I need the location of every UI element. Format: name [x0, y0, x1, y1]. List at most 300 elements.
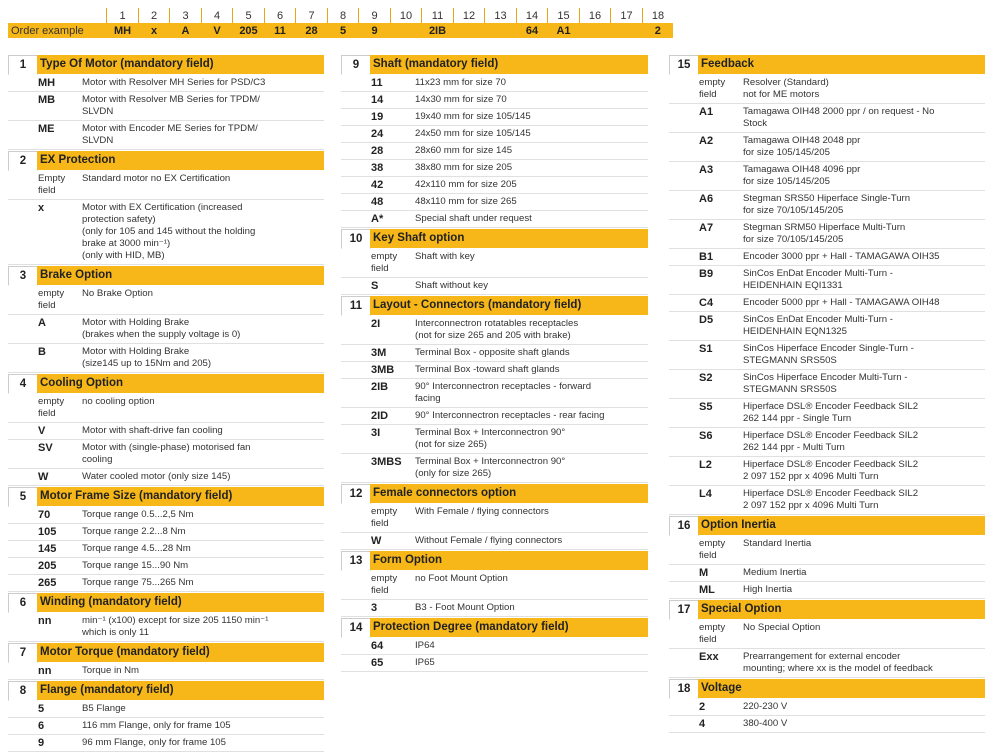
section-number: 6 — [8, 593, 38, 613]
option-description: IP65 — [415, 657, 435, 668]
field-number: 14 — [517, 8, 548, 23]
section-number: 9 — [341, 55, 371, 75]
option-section — [8, 643, 324, 680]
option-description: Motor with Resolver MH Series for PSD/C3 — [82, 77, 266, 88]
option-row — [341, 454, 648, 483]
section-title: Shaft (mandatory field) — [370, 55, 648, 74]
option-row — [669, 399, 985, 428]
section-title: EX Protection — [37, 151, 324, 170]
option-row — [669, 75, 985, 104]
order-example-label: Order example — [8, 23, 107, 38]
option-code: 3MB — [371, 364, 395, 376]
option-description: Standard Inertia — [743, 538, 812, 549]
section-header — [341, 296, 648, 315]
option-code: 6 — [38, 720, 45, 732]
order-example-value: 28 — [296, 23, 328, 38]
option-code: S6 — [699, 430, 713, 442]
section-header — [341, 551, 648, 570]
option-code: MH — [38, 77, 56, 89]
section-title: Layout - Connectors (mandatory field) — [370, 296, 648, 315]
option-code: empty field — [699, 538, 726, 561]
section-header — [669, 516, 985, 535]
option-code: M — [699, 567, 709, 579]
field-number: 11 — [422, 8, 454, 23]
option-code: 28 — [371, 145, 384, 157]
section-title: Type Of Motor (mandatory field) — [37, 55, 324, 74]
option-description: min⁻¹ (x100) except for size 205 1150 min⁻¹ which is only 11 — [82, 615, 269, 638]
option-row — [341, 211, 648, 228]
option-code: S2 — [699, 372, 713, 384]
option-row — [669, 312, 985, 341]
option-row — [341, 278, 648, 295]
option-row — [669, 565, 985, 582]
field-number: 2 — [139, 8, 170, 23]
option-description: Encoder 5000 ppr + Hall - TAMAGAWA OIH48 — [743, 297, 940, 308]
option-description: Motor with Holding Brake (brakes when the supply voltage is 0) — [82, 317, 241, 340]
option-code: 3MBS — [371, 456, 402, 468]
option-code: 24 — [371, 128, 384, 140]
option-description: Stegman SRM50 Hiperface Multi-Turn for size 70/105/145/205 — [743, 222, 906, 245]
option-code: 2IB — [371, 381, 389, 393]
option-code: A* — [371, 213, 384, 225]
section-number: 14 — [341, 618, 371, 638]
section-number: 5 — [8, 487, 38, 507]
option-description: Motor with EX Certification (increased protection safety) (only for 105 and 145 without the holding brake at 3000 min⁻¹) (only with HID, MB) — [82, 202, 256, 261]
option-description: Terminal Box - opposite shaft glands — [415, 347, 570, 358]
option-code: empty field — [38, 396, 65, 419]
order-example-value: 11 — [265, 23, 296, 38]
option-row — [8, 575, 324, 592]
option-description: Torque range 15...90 Nm — [82, 560, 189, 571]
section-header — [8, 151, 324, 170]
order-example-value: A — [170, 23, 202, 38]
option-description: SinCos EnDat Encoder Multi-Turn - HEIDENHAIN EQI1331 — [743, 268, 894, 291]
option-row — [669, 133, 985, 162]
option-code: 145 — [38, 543, 57, 555]
option-code: S5 — [699, 401, 713, 413]
option-code: 2I — [371, 318, 381, 330]
option-row — [8, 171, 324, 200]
option-row — [341, 75, 648, 92]
option-description: Torque range 75...265 Nm — [82, 577, 194, 588]
option-description: Interconnectron rotatables receptacles (not for size 265 and 205 with brake) — [415, 318, 579, 341]
section-title: Special Option — [698, 600, 985, 619]
option-description: Encoder 3000 ppr + Hall - TAMAGAWA OIH35 — [743, 251, 940, 262]
option-description: 48x110 mm for size 265 — [415, 196, 517, 207]
option-section — [8, 374, 324, 486]
section-title: Motor Frame Size (mandatory field) — [37, 487, 324, 506]
option-code: A2 — [699, 135, 714, 147]
section-header — [341, 618, 648, 637]
option-code: B1 — [699, 251, 714, 263]
option-row — [341, 600, 648, 617]
option-description: No Special Option — [743, 622, 821, 633]
option-row — [669, 716, 985, 733]
column-right — [669, 55, 985, 734]
option-code: x — [38, 202, 45, 214]
option-section — [8, 151, 324, 265]
section-header — [8, 374, 324, 393]
option-row — [341, 504, 648, 533]
order-example-value: x — [139, 23, 170, 38]
option-code: A — [38, 317, 46, 329]
section-number: 16 — [669, 516, 699, 536]
option-section — [669, 516, 985, 599]
field-number: 3 — [170, 8, 202, 23]
section-title: Cooling Option — [37, 374, 324, 393]
option-description: 11x23 mm for size 70 — [415, 77, 506, 88]
option-row — [669, 104, 985, 133]
option-description: no cooling option — [82, 396, 155, 407]
option-description: IP64 — [415, 640, 435, 651]
option-code: 38 — [371, 162, 384, 174]
option-code: W — [38, 471, 49, 483]
option-description: 116 mm Flange, only for frame 105 — [82, 720, 231, 731]
option-description: no Foot Mount Option — [415, 573, 508, 584]
option-description: 19x40 mm for size 105/145 — [415, 111, 531, 122]
option-description: Torque in Nm — [82, 665, 140, 676]
option-row — [341, 379, 648, 408]
order-example-value — [580, 23, 611, 38]
option-row — [341, 362, 648, 379]
option-row — [8, 75, 324, 92]
section-number: 13 — [341, 551, 371, 571]
option-row — [8, 469, 324, 486]
section-number: 12 — [341, 484, 371, 504]
order-example-value — [454, 23, 485, 38]
option-code: empty field — [371, 573, 398, 596]
section-header — [341, 55, 648, 74]
section-number: 4 — [8, 374, 38, 394]
option-section — [669, 55, 985, 515]
section-header — [341, 484, 648, 503]
section-title: Key Shaft option — [370, 229, 648, 248]
option-description: 90° Interconnectron receptacles - rear facing — [415, 410, 605, 421]
option-description: 380-400 V — [743, 718, 788, 729]
field-number: 16 — [580, 8, 611, 23]
option-section — [341, 55, 648, 228]
option-code: 4 — [699, 718, 706, 730]
option-description: SinCos EnDat Encoder Multi-Turn - HEIDENHAIN EQN1325 — [743, 314, 894, 337]
section-number: 11 — [341, 296, 371, 316]
section-number: 3 — [8, 266, 38, 286]
option-description: Stegman SRS50 Hiperface Single-Turn for size 70/105/145/205 — [743, 193, 911, 216]
option-row — [8, 613, 324, 642]
section-title: Feedback — [698, 55, 985, 74]
field-number: 12 — [454, 8, 485, 23]
option-description: 90° Interconnectron receptacles - forward facing — [415, 381, 592, 404]
field-number: 7 — [296, 8, 328, 23]
section-header — [341, 229, 648, 248]
option-code: 65 — [371, 657, 384, 669]
option-section — [341, 296, 648, 483]
option-row — [8, 541, 324, 558]
option-row — [341, 533, 648, 550]
section-header — [8, 266, 324, 285]
option-code: 3M — [371, 347, 387, 359]
option-description: SinCos Hiperface Encoder Multi-Turn - STEGMANN SRS50S — [743, 372, 908, 395]
order-example-value: 2 — [643, 23, 674, 38]
option-code: D5 — [699, 314, 714, 326]
field-number: 15 — [548, 8, 580, 23]
order-example-value: 9 — [359, 23, 391, 38]
option-row — [669, 370, 985, 399]
field-number: 1 — [107, 8, 139, 23]
order-example-value: 205 — [233, 23, 265, 38]
option-section — [341, 484, 648, 550]
section-title: Winding (mandatory field) — [37, 593, 324, 612]
option-description: 24x50 mm for size 105/145 — [415, 128, 531, 139]
option-code: Exx — [699, 651, 719, 663]
field-number: 5 — [233, 8, 265, 23]
option-description: Torque range 2.2...8 Nm — [82, 526, 186, 537]
option-section — [8, 55, 324, 150]
option-description: Tamagawa OIH48 4096 ppr for size 105/145/205 — [743, 164, 861, 187]
option-description: Terminal Box + Interconnectron 90° (not for size 265) — [415, 427, 566, 450]
option-description: 220-230 V — [743, 701, 788, 712]
section-number: 10 — [341, 229, 371, 249]
field-number: 6 — [265, 8, 296, 23]
option-row — [669, 582, 985, 599]
option-code: A7 — [699, 222, 714, 234]
option-code: empty field — [38, 288, 65, 311]
option-code: L4 — [699, 488, 712, 500]
option-description: Prearrangement for external encoder mounting; where xx is the model of feedback — [743, 651, 933, 674]
option-row — [341, 92, 648, 109]
order-example-value: V — [202, 23, 233, 38]
option-code: nn — [38, 615, 52, 627]
section-header — [8, 681, 324, 700]
section-header — [8, 487, 324, 506]
option-row — [669, 249, 985, 266]
option-code: empty field — [371, 506, 398, 529]
order-example-value: A1 — [548, 23, 580, 38]
option-code: 2 — [699, 701, 706, 713]
option-description: Motor with shaft-drive fan cooling — [82, 425, 223, 436]
option-code: MB — [38, 94, 56, 106]
option-description: Shaft with key — [415, 251, 475, 262]
option-description: 28x60 mm for size 145 — [415, 145, 513, 156]
option-row — [341, 160, 648, 177]
option-code: C4 — [699, 297, 714, 309]
option-row — [341, 316, 648, 345]
option-code: A1 — [699, 106, 714, 118]
option-section — [8, 593, 324, 642]
option-code: 48 — [371, 196, 384, 208]
order-example-value: 5 — [328, 23, 359, 38]
option-row — [341, 194, 648, 211]
option-row — [8, 121, 324, 150]
option-description: SinCos Hiperface Encoder Single-Turn - STEGMANN SRS50S — [743, 343, 914, 366]
option-description: Motor with Resolver MB Series for TPDM/ SLVDN — [82, 94, 260, 117]
option-code: 5 — [38, 703, 45, 715]
option-description: Water cooled motor (only size 145) — [82, 471, 231, 482]
option-row — [8, 524, 324, 541]
option-description: Hiperface DSL® Encoder Feedback SIL2 262 144 ppr - Multi Turn — [743, 430, 919, 453]
field-number: 4 — [202, 8, 233, 23]
order-example-value: 2IB — [422, 23, 454, 38]
option-code: A6 — [699, 193, 714, 205]
option-description: 96 mm Flange, only for frame 105 — [82, 737, 226, 748]
option-section — [8, 266, 324, 373]
option-section — [341, 618, 648, 672]
option-row — [8, 718, 324, 735]
option-description: Motor with (single-phase) motorised fan cooling — [82, 442, 251, 465]
option-row — [8, 394, 324, 423]
option-row — [669, 341, 985, 370]
option-row — [8, 440, 324, 469]
option-code: 105 — [38, 526, 57, 538]
option-description: Hiperface DSL® Encoder Feedback SIL2 262 144 ppr - Single Turn — [743, 401, 919, 424]
option-row — [8, 701, 324, 718]
option-description: 42x110 mm for size 205 — [415, 179, 517, 190]
option-code: A3 — [699, 164, 714, 176]
option-row — [8, 663, 324, 680]
field-number: 13 — [485, 8, 517, 23]
option-code: L2 — [699, 459, 712, 471]
option-code: ML — [699, 584, 715, 596]
order-example-value — [485, 23, 517, 38]
option-description: Torque range 0.5...2,5 Nm — [82, 509, 194, 520]
option-section — [669, 600, 985, 678]
option-row — [669, 649, 985, 678]
option-section — [669, 679, 985, 733]
option-description: Standard motor no EX Certification — [82, 173, 231, 184]
field-number: 18 — [643, 8, 674, 23]
option-code: 3I — [371, 427, 381, 439]
column-middle — [341, 55, 648, 673]
option-row — [669, 266, 985, 295]
option-row — [669, 428, 985, 457]
section-header — [8, 643, 324, 662]
option-description: Shaft without key — [415, 280, 489, 291]
option-row — [669, 191, 985, 220]
option-code: W — [371, 535, 382, 547]
option-code: 14 — [371, 94, 384, 106]
order-example-row — [8, 23, 673, 38]
option-row — [8, 92, 324, 121]
field-number: 9 — [359, 8, 391, 23]
option-row — [8, 200, 324, 265]
option-description: Medium Inertia — [743, 567, 807, 578]
section-number: 17 — [669, 600, 699, 620]
option-description: Torque range 4.5...28 Nm — [82, 543, 191, 554]
option-code: empty field — [699, 77, 726, 100]
option-description: B3 - Foot Mount Option — [415, 602, 515, 613]
order-example-value — [391, 23, 422, 38]
option-code: S — [371, 280, 379, 292]
section-number: 1 — [8, 55, 38, 75]
section-title: Flange (mandatory field) — [37, 681, 324, 700]
section-header — [8, 593, 324, 612]
option-code: Empty field — [38, 173, 66, 196]
option-row — [341, 638, 648, 655]
option-code: 11 — [371, 77, 383, 89]
option-row — [341, 177, 648, 194]
option-row — [669, 220, 985, 249]
option-code: 205 — [38, 560, 57, 572]
option-code: SV — [38, 442, 53, 454]
option-description: Terminal Box -toward shaft glands — [415, 364, 560, 375]
option-description: No Brake Option — [82, 288, 153, 299]
option-description: Without Female / flying connectors — [415, 535, 563, 546]
option-row — [669, 457, 985, 486]
order-example-value: 64 — [517, 23, 548, 38]
option-row — [669, 162, 985, 191]
option-row — [8, 558, 324, 575]
section-header — [669, 600, 985, 619]
option-code: 70 — [38, 509, 51, 521]
option-row — [341, 143, 648, 160]
option-code: 3 — [371, 602, 378, 614]
option-section — [341, 551, 648, 617]
option-code: nn — [38, 665, 52, 677]
section-title: Form Option — [370, 551, 648, 570]
option-description: Tamagawa OIH48 2048 ppr for size 105/145/205 — [743, 135, 861, 158]
option-section — [8, 487, 324, 592]
option-code: empty field — [699, 622, 726, 645]
field-number: 17 — [611, 8, 643, 23]
option-row — [669, 536, 985, 565]
option-code: 265 — [38, 577, 57, 589]
option-row — [341, 249, 648, 278]
option-row — [341, 425, 648, 454]
section-title: Voltage — [698, 679, 985, 698]
order-example-table — [8, 8, 673, 38]
section-number: 8 — [8, 681, 38, 701]
option-code: B — [38, 346, 46, 358]
section-title: Motor Torque (mandatory field) — [37, 643, 324, 662]
option-row — [8, 286, 324, 315]
section-header — [669, 679, 985, 698]
option-description: B5 Flange — [82, 703, 126, 714]
section-title: Brake Option — [37, 266, 324, 285]
option-code: 19 — [371, 111, 384, 123]
option-row — [341, 408, 648, 425]
section-number: 7 — [8, 643, 38, 663]
column-left — [8, 55, 324, 753]
section-number: 15 — [669, 55, 699, 75]
section-header — [669, 55, 985, 74]
option-description: 14x30 mm for size 70 — [415, 94, 507, 105]
section-title: Option Inertia — [698, 516, 985, 535]
option-code: 2ID — [371, 410, 389, 422]
option-row — [341, 655, 648, 672]
option-section — [341, 229, 648, 295]
option-code: 9 — [38, 737, 45, 749]
option-description: Hiperface DSL® Encoder Feedback SIL2 2 097 152 ppr x 4096 Multi Turn — [743, 459, 919, 482]
option-row — [8, 344, 324, 373]
option-description: 38x80 mm for size 205 — [415, 162, 513, 173]
section-header — [8, 55, 324, 74]
order-example-value: MH — [107, 23, 139, 38]
option-row — [341, 345, 648, 362]
field-number: 8 — [328, 8, 359, 23]
order-example-value — [611, 23, 643, 38]
option-row — [8, 423, 324, 440]
option-description: Terminal Box + Interconnectron 90° (only for size 265) — [415, 456, 566, 479]
option-description: Resolver (Standard) not for ME motors — [743, 77, 829, 100]
option-code: 42 — [371, 179, 384, 191]
option-code: empty field — [371, 251, 398, 274]
option-code: 64 — [371, 640, 384, 652]
option-row — [8, 735, 324, 752]
field-number-row — [8, 8, 673, 23]
option-description: Special shaft under request — [415, 213, 532, 224]
section-title: Protection Degree (mandatory field) — [370, 618, 648, 637]
option-row — [8, 507, 324, 524]
option-row — [669, 620, 985, 649]
